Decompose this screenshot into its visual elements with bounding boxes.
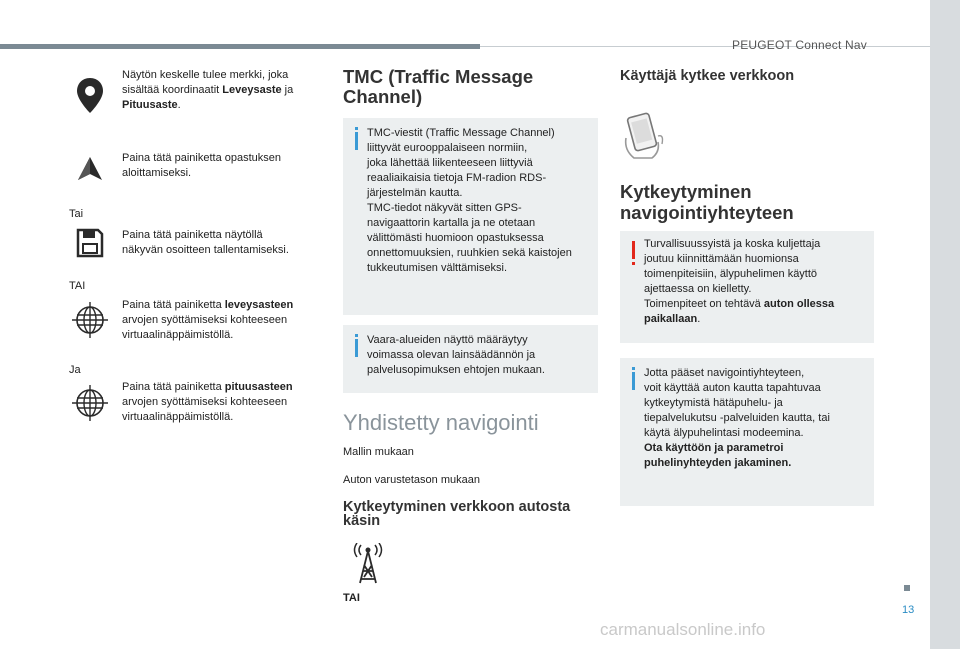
warning-text: Turvallisuussyistä ja koska kuljettaja joutuu kiinnittämään huomionsa toimenpiteisiin, älypuhelimen käyttö ajettaessa on kielletty. Toimenpiteet on tehtävä auton ollessa paikallaan. xyxy=(644,238,835,325)
conjunction-ja: Ja xyxy=(69,364,81,376)
latitude-input-text: Paina tätä painiketta leveysasteen arvojen syöttämiseksi kohteeseen virtuaalinäppäimistöllä. xyxy=(122,299,294,341)
globe-longitude-icon xyxy=(71,383,109,423)
info-icon xyxy=(632,372,635,390)
save-icon xyxy=(76,228,104,258)
info-icon-dot xyxy=(355,127,358,130)
navigation-arrow-icon xyxy=(76,155,104,183)
page-edge-strip xyxy=(930,0,960,649)
conjunction-tai: Tai xyxy=(69,208,84,220)
info-icon-dot xyxy=(632,367,635,370)
conjunction-tai-bold: TAI xyxy=(343,592,360,604)
antenna-icon xyxy=(351,543,385,585)
info-icon-dot xyxy=(355,334,358,337)
end-marker xyxy=(904,585,910,591)
tmc-info-box xyxy=(343,118,598,315)
equipment-dependent-text: Auton varustetason mukaan xyxy=(343,474,480,486)
watermark-text: carmanualsonline.info xyxy=(600,620,766,639)
longitude-input-text: Paina tätä painiketta pituusasteen arvojen syöttämiseksi kohteeseen virtuaalinäppäimistöllä. xyxy=(122,381,293,423)
connected-navigation-heading: Yhdistetty navigointi xyxy=(343,410,539,435)
page-number: 13 xyxy=(902,604,915,616)
start-guidance-text: Paina tätä painiketta opastuksen aloittamiseksi. xyxy=(122,152,282,179)
save-address-text: Paina tätä painiketta näytöllä näkyvän osoitteen tallentamiseksi. xyxy=(122,229,289,256)
smartphone-hand-icon xyxy=(622,112,668,162)
globe-latitude-icon xyxy=(71,300,109,340)
info-icon xyxy=(355,132,358,150)
warning-icon-dot xyxy=(632,262,635,265)
brand-title: PEUGEOT Connect Nav xyxy=(732,38,867,52)
info-icon xyxy=(355,339,358,357)
hazard-info-text: Vaara-alueiden näyttö määräytyy voimassa olevan lainsäädännön ja palvelusopimuksen ehtojen mukaan. xyxy=(367,334,545,376)
tmc-heading: TMC (Traffic Message Channel) xyxy=(343,66,534,107)
tmc-info-text: TMC-viestit (Traffic Message Channel) liittyvät eurooppalaiseen normiin, joka lähettää liikenteeseen liittyviä reaaliaikaisia tietoja FM-radion RDS- järjestelmän kautta. TMC-tiedot näkyvät sitten GPS- navigaattorin kartalla ja ne otetaan välittömästi huomioon opastuksessa onnettomuuksien, ruuhkien sekä kaistojen tukkeutumisen välttämiseksi. xyxy=(367,127,572,274)
conjunction-tai-caps: TAI xyxy=(69,280,86,292)
network-from-car-heading: Kytkeytyminen verkkoon autosta käsin xyxy=(343,499,571,529)
pin-description: Näytön keskelle tulee merkki, joka sisältää koordinaatit Leveysaste ja Pituusaste. xyxy=(122,69,294,111)
model-dependent-text: Mallin mukaan xyxy=(343,446,414,458)
connection-info-text: Jotta pääset navigointiyhteyteen, voit käyttää auton kautta tapahtuvaa kytkeytymistä hätäpuhelu- ja tiepalvelukutsu -palveluiden kautta, tai käytä älypuhelintasi modeemina. Ota käyttöön ja parametroi puhelinyhteyden jakaminen. xyxy=(644,367,830,469)
warning-icon xyxy=(632,241,635,259)
header-bar xyxy=(0,44,480,49)
navigation-connection-heading: Kytkeytyminen navigointiyhteyteen xyxy=(620,181,794,223)
hazard-info-box xyxy=(343,325,598,393)
warning-box xyxy=(620,231,874,343)
map-pin-icon xyxy=(74,76,106,116)
connection-info-box xyxy=(620,358,874,506)
user-connects-heading: Käyttäjä kytkee verkkoon xyxy=(620,68,795,84)
